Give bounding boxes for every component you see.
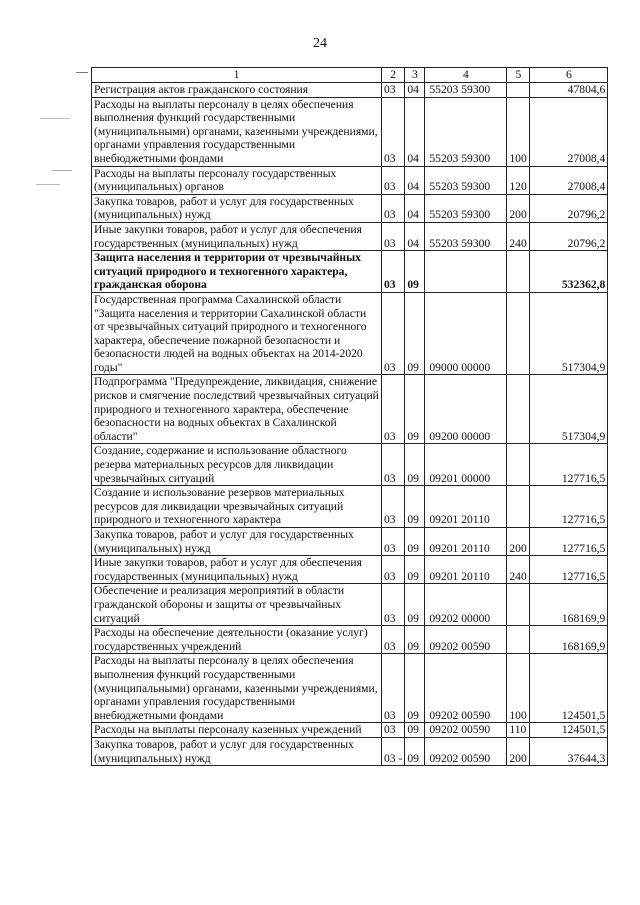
cell-section: 03: [382, 626, 405, 654]
table-header-row: [92, 68, 608, 83]
cell-name: Создание, содержание и использование областного резерва материальных ресурсов для ликвидации чрезвычайных ситуаций: [92, 444, 382, 486]
cell-name: Иные закупки товаров, работ и услуг для обеспечения государственных (муниципальных) нужд: [92, 556, 382, 584]
cell-subsection: 09: [405, 486, 425, 528]
cell-expense-type: 200: [507, 737, 530, 765]
cell-name: Расходы на выплаты персоналу в целях обеспечения выполнения функций государственными (муниципальными) органами, казенными учреждениями, органами управления государственными внебюджетными фондами: [92, 654, 382, 723]
cell-name: Обеспечение и реализация мероприятий в области гражданской обороны и защиты от чрезвычайных ситуаций: [92, 584, 382, 626]
cell-name: Закупка товаров, работ и услуг для государственных (муниципальных) нужд: [92, 194, 382, 222]
cell-amount: 532362,8: [530, 251, 608, 293]
cell-name: Государственная программа Сахалинской области "Защита населения и территории Сахалинской области от чрезвычайных ситуаций природного и техногенного характера, обеспечение пожарной безопасности и безопасности людей на водных объектах на 2014-2020 годы": [92, 292, 382, 375]
table-row: [92, 486, 608, 528]
cell-target-article: 09201 20110: [425, 486, 507, 528]
cell-name: Подпрограмма "Предупреждение, ликвидация, снижение рисков и смягчение последствий чрезвычайных ситуаций природного и техногенного характера, обеспечение безопасности на водных объектах в Сахалинской области": [92, 375, 382, 444]
cell-expense-type: [507, 375, 530, 444]
cell-expense-type: 240: [507, 222, 530, 250]
cell-section: 03 -: [382, 737, 405, 765]
table-row: [92, 194, 608, 222]
cell-section: 03: [382, 251, 405, 293]
cell-amount: 127716,5: [530, 528, 608, 556]
table-row: [92, 222, 608, 250]
table-row: [92, 166, 608, 194]
header-cell: 6: [530, 68, 608, 83]
cell-target-article: 55203 59300: [425, 222, 507, 250]
cell-target-article: 09201 20110: [425, 528, 507, 556]
cell-target-article: 09202 00590: [425, 626, 507, 654]
table-row: [92, 723, 608, 738]
cell-target-article: 55203 59300: [425, 97, 507, 166]
cell-section: 03: [382, 194, 405, 222]
cell-expense-type: [507, 292, 530, 375]
table-row: [92, 737, 608, 765]
cell-target-article: [425, 251, 507, 293]
header-cell: 1: [92, 68, 382, 83]
cell-section: 03: [382, 528, 405, 556]
cell-subsection: 09: [405, 584, 425, 626]
cell-name: Закупка товаров, работ и услуг для государственных (муниципальных) нужд: [92, 737, 382, 765]
header-cell: 3: [405, 68, 425, 83]
cell-section: 03: [382, 723, 405, 738]
cell-section: 03: [382, 166, 405, 194]
cell-target-article: 09000 00000: [425, 292, 507, 375]
cell-amount: 124501,5: [530, 654, 608, 723]
cell-expense-type: 120: [507, 166, 530, 194]
cell-target-article: 09202 00590: [425, 654, 507, 723]
table-row: [92, 654, 608, 723]
cell-target-article: 55203 59300: [425, 166, 507, 194]
cell-amount: 517304,9: [530, 375, 608, 444]
cell-amount: 168169,9: [530, 584, 608, 626]
scan-mark: [52, 170, 72, 171]
cell-subsection: 09: [405, 723, 425, 738]
cell-subsection: 09: [405, 626, 425, 654]
cell-target-article: 09202 00590: [425, 737, 507, 765]
cell-section: 03: [382, 654, 405, 723]
cell-subsection: 09: [405, 444, 425, 486]
table-row: [92, 626, 608, 654]
cell-section: 03: [382, 556, 405, 584]
cell-target-article: 09201 00000: [425, 444, 507, 486]
cell-amount: 27008,4: [530, 166, 608, 194]
cell-amount: 47804,6: [530, 83, 608, 98]
header-cell: 5: [507, 68, 530, 83]
header-cell: 4: [425, 68, 507, 83]
cell-expense-type: [507, 444, 530, 486]
cell-target-article: 09202 00000: [425, 584, 507, 626]
cell-amount: 127716,5: [530, 556, 608, 584]
cell-section: 03: [382, 83, 405, 98]
cell-subsection: 09: [405, 528, 425, 556]
cell-expense-type: 200: [507, 528, 530, 556]
cell-name: Расходы на выплаты персоналу в целях обеспечения выполнения функций государственными (муниципальными) органами, казенными учреждениями, органами управления государственными внебюджетными фондами: [92, 97, 382, 166]
cell-target-article: 55203 59300: [425, 83, 507, 98]
cell-name: Расходы на выплаты персоналу казенных учреждений: [92, 723, 382, 738]
cell-section: 03: [382, 292, 405, 375]
cell-expense-type: [507, 83, 530, 98]
table-row: [92, 251, 608, 293]
header-cell: 2: [382, 68, 405, 83]
cell-section: 03: [382, 584, 405, 626]
cell-amount: 124501,5: [530, 723, 608, 738]
table-row: [92, 97, 608, 166]
table-row: [92, 584, 608, 626]
cell-expense-type: [507, 584, 530, 626]
cell-amount: 168169,9: [530, 626, 608, 654]
cell-subsection: 04: [405, 83, 425, 98]
cell-section: 03: [382, 375, 405, 444]
cell-subsection: 04: [405, 222, 425, 250]
cell-expense-type: [507, 626, 530, 654]
cell-name: Создание и использование резервов материальных ресурсов для ликвидации чрезвычайных ситуаций природного и техногенного характера: [92, 486, 382, 528]
cell-amount: 20796,2: [530, 194, 608, 222]
cell-expense-type: 100: [507, 97, 530, 166]
cell-name: Закупка товаров, работ и услуг для государственных (муниципальных) нужд: [92, 528, 382, 556]
cell-expense-type: [507, 486, 530, 528]
cell-subsection: 04: [405, 194, 425, 222]
cell-expense-type: [507, 251, 530, 293]
cell-target-article: 09202 00590: [425, 723, 507, 738]
cell-name: Регистрация актов гражданского состояния: [92, 83, 382, 98]
cell-subsection: 04: [405, 166, 425, 194]
cell-expense-type: 100: [507, 654, 530, 723]
cell-section: 03: [382, 486, 405, 528]
table-row: [92, 83, 608, 98]
cell-name: Защита населения и территории от чрезвычайных ситуаций природного и техногенного характера, гражданская оборона: [92, 251, 382, 293]
cell-amount: 20796,2: [530, 222, 608, 250]
cell-amount: 27008,4: [530, 97, 608, 166]
cell-amount: 127716,5: [530, 444, 608, 486]
cell-target-article: 55203 59300: [425, 194, 507, 222]
cell-subsection: 09: [405, 375, 425, 444]
table-row: [92, 292, 608, 375]
cell-subsection: 09: [405, 654, 425, 723]
cell-expense-type: 200: [507, 194, 530, 222]
cell-subsection: 04: [405, 97, 425, 166]
page-number: 24: [313, 36, 327, 51]
cell-subsection: 09: [405, 292, 425, 375]
cell-subsection: 09: [405, 737, 425, 765]
cell-name: Расходы на выплаты персоналу государственных (муниципальных) органов: [92, 166, 382, 194]
cell-section: 03: [382, 444, 405, 486]
table-row: [92, 528, 608, 556]
scan-mark: [36, 184, 60, 185]
cell-name: Расходы на обеспечение деятельности (оказание услуг) государственных учреждений: [92, 626, 382, 654]
table-row: [92, 556, 608, 584]
cell-expense-type: 110: [507, 723, 530, 738]
cell-subsection: 09: [405, 556, 425, 584]
cell-section: 03: [382, 222, 405, 250]
cell-amount: 127716,5: [530, 486, 608, 528]
scan-mark: [40, 118, 70, 119]
budget-table: [91, 67, 608, 766]
cell-amount: 517304,9: [530, 292, 608, 375]
cell-section: 03: [382, 97, 405, 166]
table-body: [92, 68, 608, 766]
cell-subsection: 09: [405, 251, 425, 293]
cell-name: Иные закупки товаров, работ и услуг для обеспечения государственных (муниципальных) нужд: [92, 222, 382, 250]
table-row: [92, 375, 608, 444]
cell-amount: 37644,3: [530, 737, 608, 765]
cell-target-article: 09201 20110: [425, 556, 507, 584]
table-row: [92, 444, 608, 486]
scan-mark: [76, 72, 88, 73]
cell-expense-type: 240: [507, 556, 530, 584]
cell-target-article: 09200 00000: [425, 375, 507, 444]
